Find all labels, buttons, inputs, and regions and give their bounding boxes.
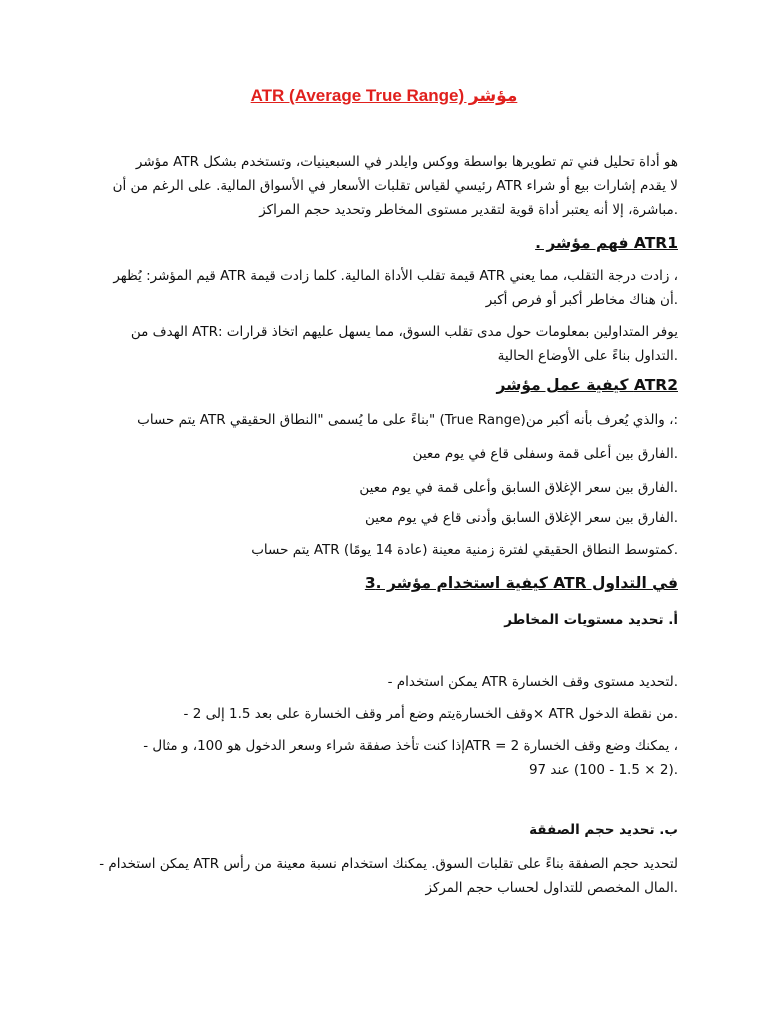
section1-para2-line-2: .التداول بناءً على الأوضاع الحالية <box>497 348 678 364</box>
section1-heading: ATR1 فهم مؤشر . <box>535 234 678 252</box>
section3-sub-b-line-2: .المال المخصص للتداول لحساب حجم المركز <box>425 880 678 896</box>
section2-heading: ATR2 كيفية عمل مؤشر <box>496 376 678 394</box>
section1-para1-line-1: ، زادت درجة التقلب، مما يعني ATR قيمة تقلب الأداة المالية. كلما زادت قيمة ATR قيم المؤشر: يُظهر <box>113 268 678 284</box>
section1-para2-line-1: يوفر المتداولين بمعلومات حول مدى تقلب السوق، مما يسهل عليهم اتخاذ قرارات :ATR الهدف من <box>130 324 678 340</box>
section3-sub-a-line-2: .من نقطة الدخول ATR ×وقف الخسارةيتم وضع أمر وقف الخسارة على بعد 1.5 إلى 2 - <box>183 706 678 722</box>
intro-line-3: .مباشرة، إلا أنه يعتبر أداة قوية لتقدير مستوى المخاطر وتحديد حجم المراكز <box>259 202 678 218</box>
section3-sub-b-heading: ب. تحديد حجم الصفقة <box>529 822 678 838</box>
section3-sub-a-heading: أ. تحديد مستويات المخاطر <box>504 612 678 628</box>
section1-para1-line-2: .أن هناك مخاطر أكبر أو فرص أكبر <box>485 292 678 308</box>
section2-intro: :، والذي يُعرف بأنه أكبر من(True Range) "بناءً على ما يُسمى "النطاق الحقيقي ATR يتم حساب <box>137 412 678 428</box>
section2-item-1: .الفارق بين أعلى قمة وسفلى قاع في يوم معين <box>412 446 678 462</box>
intro-line-1: هو أداة تحليل فني تم تطويرها بواسطة ووكس وايلدر في السبعينيات، وتستخدم بشكل ATR مؤشر <box>135 154 678 170</box>
section3-sub-b-line-1: لتحديد حجم الصفقة بناءً على تقلبات السوق. يمكنك استخدام نسبة معينة من رأس ATR يمكن استخدام - <box>99 856 678 872</box>
page-title: مؤشر ATR (Average True Range) <box>250 86 518 105</box>
intro-line-2: لا يقدم إشارات بيع أو شراء ATR رئيسي لقياس تقلبات الأسعار في الأسواق المالية. على الرغم من أن <box>112 178 678 194</box>
section2-item-3: .الفارق بين سعر الإغلاق السابق وأدنى قاع في يوم معين <box>365 510 678 526</box>
section3-heading: في التداول ATR كيفية استخدام مؤشر .3 <box>364 574 678 592</box>
section3-sub-a-line-4: .(2 × 1.5 - 100) عند 97 <box>528 762 678 778</box>
section3-sub-a-line-1: .لتحديد مستوى وقف الخسارة ATR يمكن استخدام - <box>387 674 678 690</box>
section2-item-2: .الفارق بين سعر الإغلاق السابق وأعلى قمة في يوم معين <box>359 480 678 496</box>
section2-item-4: .كمتوسط النطاق الحقيقي لفترة زمنية معينة (عادة 14 يومًا) ATR يتم حساب <box>251 542 678 558</box>
section3-sub-a-line-3: ، يمكنك وضع وقف الخسارة ATR = 2إذا كنت تأخذ صفقة شراء وسعر الدخول هو 100، و مثال - <box>143 738 678 754</box>
